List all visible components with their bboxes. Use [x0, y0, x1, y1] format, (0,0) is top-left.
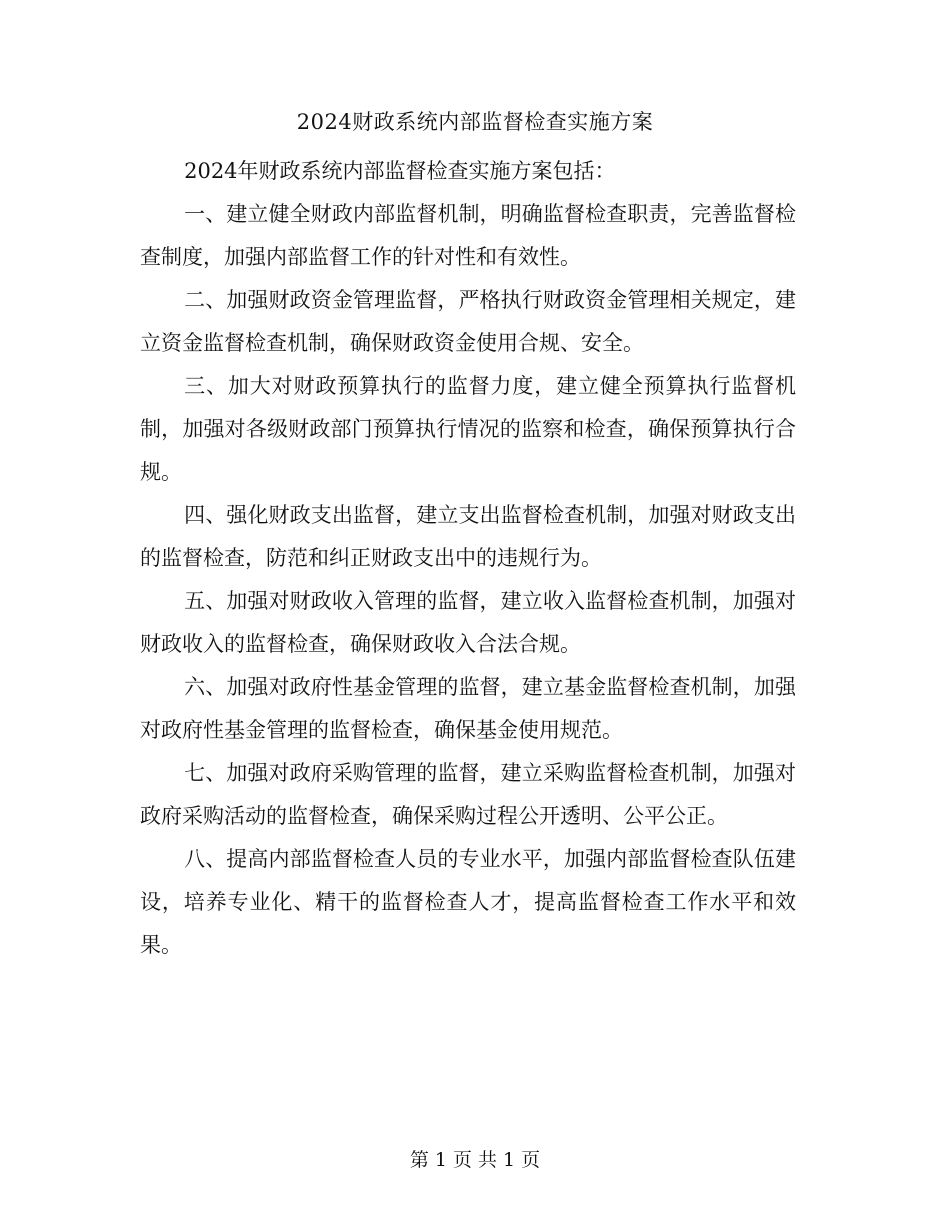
document-title: 2024财政系统内部监督检查实施方案 — [296, 110, 654, 134]
paragraph-item-5: 五、加强对财政收入管理的监督，建立收入监督检查机制，加强对财政收入的监督检查，确保财政收入合法合规。 — [140, 589, 796, 656]
paragraph-item-4: 四、强化财政支出监督，建立支出监督检查机制，加强对财政支出的监督检查，防范和纠正财政支出中的违规行为。 — [140, 503, 796, 570]
paragraph-item-8: 八、提高内部监督检查人员的专业水平，加强内部监督检查队伍建设，培养专业化、精干的监督检查人才，提高监督检查工作水平和效果。 — [140, 847, 796, 957]
paragraph-item-3: 三、加大对财政预算执行的监督力度，建立健全预算执行监督机制，加强对各级财政部门预算执行情况的监察和检查，确保预算执行合规。 — [140, 374, 796, 484]
paragraph-item-1: 一、建立健全财政内部监督机制，明确监督检查职责，完善监督检查制度，加强内部监督工作的针对性和有效性。 — [140, 202, 796, 269]
paragraph-item-7: 七、加强对政府采购管理的监督，建立采购监督检查机制，加强对政府采购活动的监督检查，确保采购过程公开透明、公平公正。 — [140, 761, 796, 828]
paragraph-item-2: 二、加强财政资金管理监督，严格执行财政资金管理相关规定，建立资金监督检查机制，确保财政资金使用合规、安全。 — [140, 288, 796, 355]
paragraph-intro: 2024年财政系统内部监督检查实施方案包括： — [184, 159, 616, 183]
document-body — [140, 150, 796, 967]
page-number-footer: 第 1 页 共 1 页 — [409, 1149, 541, 1171]
paragraph-item-6: 六、加强对政府性基金管理的监督，建立基金监督检查机制，加强对政府性基金管理的监督检查，确保基金使用规范。 — [140, 675, 796, 742]
